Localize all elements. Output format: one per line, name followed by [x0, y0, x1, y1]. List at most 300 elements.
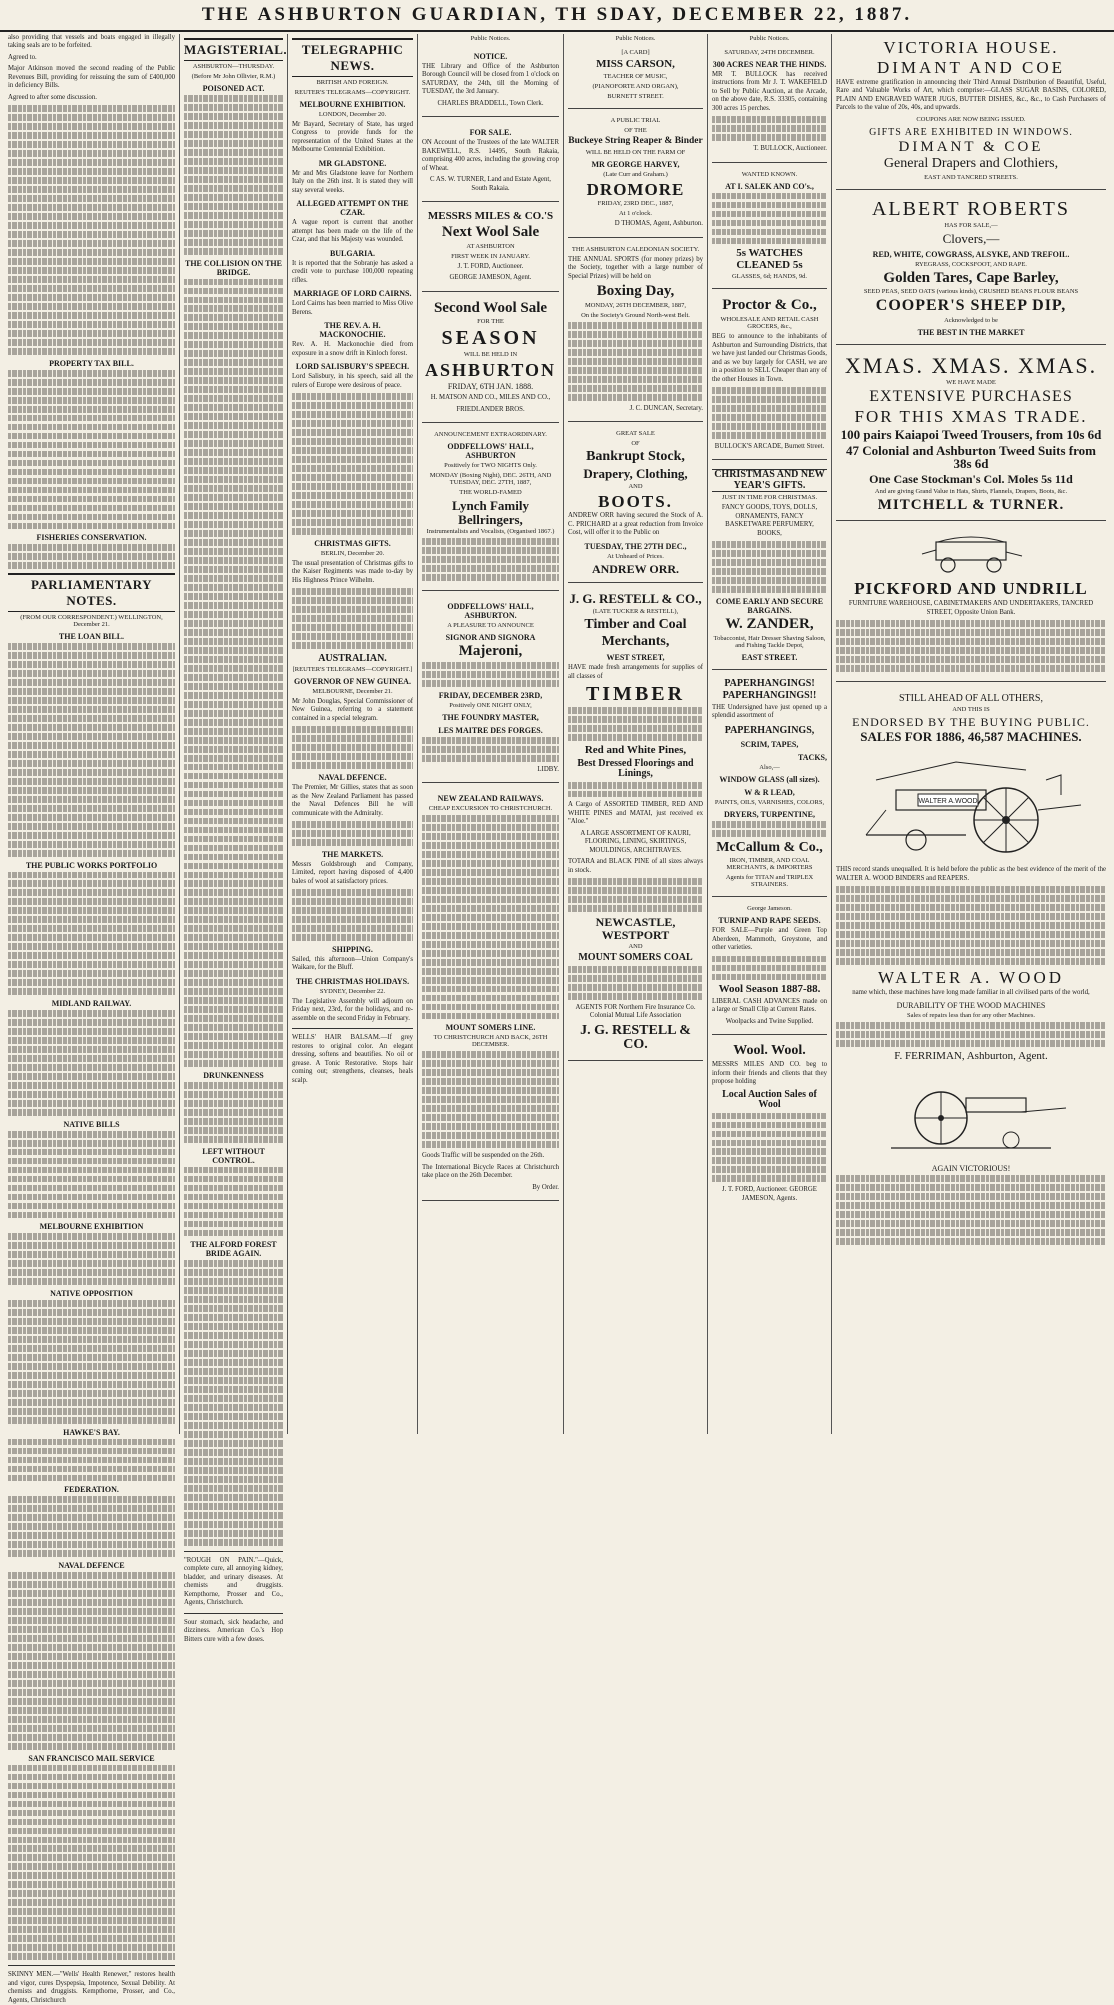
news-text: Lord Cairns has been married to Miss Olive Berens.	[292, 300, 413, 316]
news-heading: MELBOURNE EXHIBITION.	[299, 100, 406, 109]
roberts-title: ALBERT ROBERTS	[871, 198, 1071, 221]
ad-line: SCRIM, TAPES,	[740, 739, 799, 749]
ad-line: THIS record stands unequalled. It is held before the public as the best evidence of the merit of the WALTER A. WOOD BINDERS and REAPERS.	[836, 866, 1106, 882]
ad-line: THE FOUNDRY MASTER,	[442, 712, 539, 722]
ad-line: A LARGE ASSORTMENT OF KAURI, FLOORING, LINING, SKIRTINGS, MOULDINGS, ARCHITRAVES.	[580, 829, 691, 854]
text-block	[422, 662, 559, 687]
ad-line: AND THIS IS	[952, 705, 990, 713]
text-block	[712, 821, 827, 837]
ad-line: WILL BE HELD ON THE FARM OF	[585, 148, 686, 156]
ad-line: MR T. BULLOCK has received instructions from Mr J. T. WAKEFIELD to Sell by Public Auction, at the Arcade, on the above date, R.S. 33305, containing 300 acres 15 perches.	[712, 71, 827, 112]
mitchell-turner-ad	[836, 349, 1106, 521]
intro-paragraph: also providing that vessels and boats engaged in illegally taking seals are to be forfeited.	[8, 34, 175, 50]
news-text: Mr and Mrs Gladstone leave for Northern Italy on the 26th inst. It is stated they will stay several weeks.	[292, 169, 413, 194]
ad-signature: T. BULLOCK, Auctioneer.	[753, 145, 827, 153]
merchants-title: Merchants,	[601, 633, 670, 649]
ad-line: OF	[631, 440, 640, 448]
ad-line: TUESDAY, THE 27TH DEC.,	[584, 541, 687, 551]
ad-line: IRON, TIMBER, AND COAL MERCHANTS, & IMPORTERS	[726, 857, 813, 872]
ad-line: W & R LEAD,	[744, 787, 795, 797]
news-text: Rev. A. H. Mackonochie died from exposure in a snow drift in Kinloch forest.	[292, 341, 413, 357]
ad-line: FOR SALE—Purple and Green Top Aberdeen, Mammoth, Greystone, and other varieties.	[712, 927, 827, 952]
salek-watches-ad	[712, 167, 827, 290]
section-heading: POISONED ACT.	[202, 84, 265, 93]
text-block	[184, 279, 283, 1067]
ad-line: WHOLESALE AND RETAIL CASH GROCERS, &c.,	[720, 316, 819, 331]
majeroni-title: Majeroni,	[458, 643, 523, 660]
ad-line: WEST STREET,	[606, 653, 665, 663]
text-block	[8, 643, 175, 856]
ad-line: Positively for TWO NIGHTS Only.	[444, 462, 537, 470]
text-block	[8, 1439, 175, 1482]
section-heading: MIDLAND RAILWAY.	[51, 999, 132, 1009]
ad-line: (Late Curr and Graham.)	[603, 170, 668, 178]
text-block	[292, 393, 413, 535]
column-5	[564, 34, 708, 1434]
restell-bottom: J. G. RESTELL & CO.	[580, 1022, 691, 1053]
advertisement: SKINNY MEN.—"Wells' Health Renewer," restores health and vigor, cures Dyspepsia, Impotence, Sexual Debility. At chemists and druggists. Kempthorne, Prosser, and Co., Agents, Christchurch	[8, 1971, 175, 2004]
mccallum-title: McCallum & Co.,	[716, 839, 823, 855]
text-block	[8, 1010, 175, 1116]
news-heading: AUSTRALIAN.	[318, 652, 387, 664]
masthead-title: THE ASHBURTON GUARDIAN, TH SDAY, DECEMBER 22, 1887.	[201, 4, 913, 25]
reaper-binder-illustration	[856, 750, 1086, 860]
mccallum-paperhangings-ad	[712, 674, 827, 897]
text-block	[8, 872, 175, 996]
colonial-suits: 47 Colonial and Ashburton Tweed Suits from 38s 6d	[846, 442, 1096, 472]
section-heading: FISHERIES CONSERVATION.	[36, 533, 147, 543]
newspaper-columns	[4, 34, 1110, 2004]
ad-line: (LATE TUCKER & RESTELL),	[592, 608, 679, 616]
news-heading: BULGARIA.	[329, 248, 376, 258]
section-heading: THE PUBLIC WORKS PORTFOLIO	[25, 860, 158, 870]
notice-heading: NOTICE.	[473, 52, 508, 61]
text-block	[292, 821, 413, 846]
ad-signature: J. C. DUNCAN, Secretary.	[629, 404, 703, 412]
gifts-exhibited: GIFTS ARE EXHIBITED IN WINDOWS.	[869, 126, 1073, 138]
news-heading: CHRISTMAS GIFTS.	[314, 538, 391, 548]
ad-line: Tobacconist, Hair Dresser Shaving Saloon, and Fishing Tackle Depot,	[713, 634, 826, 649]
ad-line: Agents for TITAN and TRIPLEX STRAINERS.	[725, 874, 814, 889]
miles-wool-ad	[712, 1039, 827, 1211]
ad-line: TOTARA and BLACK PINE of all sizes always in stock.	[568, 858, 703, 874]
ad-line: COUPONS ARE NOW BEING ISSUED.	[916, 115, 1026, 123]
bankrupt-stock-ad	[568, 426, 703, 583]
ad-line: AND	[628, 943, 643, 951]
news-text: Messrs Goldsbrough and Company, Limited, report having disposed of 4,400 bales of wool at satisfactory prices.	[292, 860, 413, 885]
lynch-bellringers-ad	[422, 427, 559, 591]
ad-line: name which, these machines have long made familiar in all civilised parts of the world,	[852, 988, 1090, 996]
ad-line: BULLOCK'S ARCADE, Burnett Street.	[714, 442, 825, 450]
for-sale-text: ON Account of the Trustees of the late WALTER BAKEWELL, R.S. 14495, South Rakaia, comprising 400 acres, including the growing crop of Wheat.	[422, 139, 559, 172]
second-wool-title: Second Wool Sale	[433, 299, 548, 316]
mount-somers-coal: MOUNT SOMERS COAL	[578, 952, 693, 964]
drapers-title: General Drapers and Clothiers,	[883, 156, 1059, 172]
carson-name: MISS CARSON,	[596, 58, 675, 70]
majeroni-ad	[422, 595, 559, 783]
ad-line: PAINTS, OILS, VARNISHES, COLORS,	[714, 798, 825, 806]
ad-line: GREAT SALE	[616, 430, 655, 438]
ad-line: WANTED KNOWN.	[741, 170, 798, 178]
wool-sale-signature: GEORGE JAMESON, Agent.	[449, 274, 532, 282]
endorsed-title: ENDORSED BY THE BUYING PUBLIC.	[852, 714, 1090, 729]
ad-line: BURNETT STREET.	[607, 92, 664, 100]
advertisement: WELLS' HAIR BALSAM.—If grey restores to original color. An elegant dressing, softens and beautifies. No oil or grease. A Tonic Restorative. Stops hair coming out; strengthens, cleanses, heals scalp.	[292, 1034, 413, 1084]
ad-line: (PIANOFORTE AND ORGAN),	[592, 82, 679, 90]
ad-line: MONDAY, 26TH DECEMBER, 1887,	[584, 302, 687, 310]
wool-sale-title: Next Wool Sale	[441, 223, 540, 240]
ad-line: RED, WHITE, COWGRASS, ALSYKE, AND TREFOIL.	[872, 249, 1070, 259]
ad-line: SATURDAY, 24TH DECEMBER.	[724, 49, 815, 56]
copyright-line: REUTER'S TELEGRAMS—COPYRIGHT.	[294, 89, 411, 96]
news-text: Lord Salisbury, in his speech, said all the rulers of Europe were desirous of peace.	[292, 373, 413, 389]
ad-line: A PUBLIC TRIAL	[610, 116, 661, 124]
watches-cleaned: 5s WATCHES CLEANED 5s	[736, 247, 803, 271]
ad-line: THE WORLD-FAMED	[459, 489, 522, 497]
ad-line: DURABILITY OF THE WOOD MACHINES	[896, 1000, 1046, 1010]
text-block	[568, 878, 703, 912]
text-block	[836, 886, 1106, 965]
second-wool-sale-ad	[422, 296, 559, 424]
ferriman-agent: F. FERRIMAN, Ashburton, Agent.	[894, 1049, 1048, 1062]
zander-gifts-ad	[712, 464, 827, 669]
section-heading: NAVAL DEFENCE	[58, 1561, 125, 1571]
text-block	[8, 1300, 175, 1424]
victoria-house-title: VICTORIA HOUSE.	[883, 38, 1059, 57]
ad-line: And are giving Grand Value in Hats, Shirts, Flannels, Drapers, Boots, &c.	[874, 487, 1068, 495]
text-block	[184, 1082, 283, 1143]
text-block	[8, 1765, 175, 1960]
wool-sale-company: MESSRS MILES & CO.'S	[427, 210, 554, 223]
ad-line: LIBERAL CASH ADVANCES made on a large or Small Clip at Current Rates.	[712, 997, 827, 1014]
text-block	[712, 541, 827, 593]
intro-paragraph: Agreed to after some discussion.	[8, 93, 97, 101]
ashburton-title: ASHBURTON	[424, 360, 557, 381]
section-heading: HAWKE'S BAY.	[63, 1427, 120, 1437]
xmas-gifts-title: CHRISTMAS AND NEW YEAR'S GIFTS.	[712, 469, 827, 492]
restell-title: J. G. RESTELL & CO.,	[569, 591, 702, 607]
tares-title: Golden Tares, Cape Barley,	[883, 269, 1059, 286]
for-sale-heading: FOR SALE.	[469, 128, 512, 138]
ad-line: Instrumentalists and Vocalists, (Organised 1867.)	[426, 528, 555, 536]
pickford-title: PICKFORD AND UNDRILL	[854, 579, 1088, 599]
restell-timber-ad	[568, 587, 703, 1060]
text-block	[712, 116, 827, 141]
bullock-auction-ad	[712, 45, 827, 163]
red-white-pines: Red and White Pines,	[584, 744, 687, 757]
advertisement: "ROUGH ON PAIN."—Quick, complete cure, all annoying kidney, bladder, and urinary diseases. At chemists and druggists. Kempthorne, Prosser and Co., Agents, Christchurch.	[184, 1556, 283, 1607]
telegraphic-title: TELEGRAPHIC NEWS.	[292, 38, 413, 77]
wool-season-title: Wool Season 1887-88.	[718, 983, 821, 996]
ad-line: FRIEDLANDER BROS.	[456, 405, 525, 413]
ad-signature: LIDBY.	[537, 765, 559, 773]
ad-line: [A CARD]	[621, 49, 650, 56]
xmas-trade: FOR THIS XMAS TRADE.	[854, 407, 1088, 427]
proctor-title: Proctor & Co.,	[722, 297, 817, 314]
text-block	[292, 889, 413, 941]
news-heading: GOVERNOR OF NEW GUINEA.	[294, 676, 411, 686]
ad-line: FANCY GOODS, TOYS, DOLLS, ORNAMENTS, FANCY BASKETWARE PERFUMERY, BOOKS,	[721, 504, 818, 537]
boots-title: BOOTS.	[598, 491, 673, 511]
text-block	[712, 956, 827, 981]
news-dateline: MELBOURNE, December 21.	[312, 687, 393, 695]
again-victorious: AGAIN VICTORIOUS!	[931, 1164, 1011, 1174]
news-heading: ALLEGED ATTEMPT ON THE CZAR.	[296, 199, 409, 218]
ad-line: A Cargo of ASSORTED TIMBER, RED AND WHITE PINES and MATAI, just received ex "Aloe."	[568, 801, 703, 826]
ad-line: George Jameson.	[747, 905, 792, 913]
ad-line: MESSRS MILES AND CO. beg to inform their friends and clients that they propose holding	[712, 1061, 827, 1086]
albert-roberts-ad	[836, 194, 1106, 345]
sales-title: SALES FOR 1886, 46,587 MACHINES.	[860, 729, 1082, 745]
railways-ad	[422, 787, 559, 1201]
mitchell-turner-title: MITCHELL & TURNER.	[877, 496, 1065, 513]
xmas-title: XMAS. XMAS. XMAS.	[844, 353, 1098, 379]
kaiapoi-trousers: 100 pairs Kaiapoi Tweed Trousers, from 10s 6d	[840, 426, 1102, 442]
text-block	[292, 726, 413, 769]
local-auction-title: Local Auction Sales of Wool	[722, 1088, 817, 1111]
text-block	[8, 370, 175, 530]
zander-title: W. ZANDER,	[725, 616, 814, 632]
column-3	[288, 34, 418, 1434]
text-block	[8, 1131, 175, 1219]
dressed-floorings: Best Dressed Floorings and Linings,	[577, 757, 694, 780]
section-heading: THE ALFORD FOREST BRIDE AGAIN.	[190, 1240, 277, 1259]
text-block	[8, 1233, 175, 1285]
news-heading: MARRIAGE OF LORD CAIRNS.	[293, 289, 412, 299]
ad-line: PAPERHANGINGS,	[724, 724, 815, 736]
news-dateline: BERLIN, December 20.	[320, 549, 385, 557]
ad-line: Positively ONE NIGHT ONLY,	[449, 701, 532, 709]
boxing-day-title: Boxing Day,	[596, 283, 675, 300]
section-heading: MELBOURNE EXHIBITION	[39, 1222, 144, 1232]
text-block	[292, 588, 413, 649]
news-dateline: LONDON, December 20.	[318, 111, 387, 118]
buckeye-trial-ad	[568, 113, 703, 238]
text-block	[422, 737, 559, 762]
news-text: Sailed, this afternoon—Union Company's Waikare, for the Bluff.	[292, 955, 413, 972]
ad-line: Acknowledged to be	[944, 317, 998, 325]
text-block	[712, 1113, 827, 1183]
machine-label: WALTER A.WOOD	[918, 798, 978, 806]
newcastle-title: NEWCASTLE, WESTPORT	[595, 915, 676, 942]
season-title: SEASON	[441, 327, 540, 350]
intro-paragraph: Agreed to.	[8, 53, 37, 61]
text-block	[568, 782, 703, 798]
magisterial-dateline: ASHBURTON—THURSDAY.	[192, 63, 275, 70]
ad-line: MONDAY (Boxing Night), DEC. 26TH, AND TUESDAY, DEC. 27TH, 1887,	[429, 472, 552, 487]
advertisement: Sour stomach, sick headache, and dizziness. American Co.'s Hop Bitters cure with a few doses.	[184, 1618, 283, 1643]
walter-wood-title: WALTER A. WOOD	[877, 967, 1065, 987]
text-block	[836, 620, 1106, 672]
text-block	[568, 966, 703, 1000]
text-block	[422, 815, 559, 1019]
jameson-seeds-ad	[712, 901, 827, 1035]
timber-title: Timber and Coal	[584, 617, 687, 633]
orr-signature: ANDREW ORR.	[591, 561, 680, 576]
carson-card-ad	[568, 45, 703, 109]
ad-line: OF THE	[624, 126, 647, 134]
text-block	[836, 1022, 1106, 1047]
ad-line: FRIDAY, DECEMBER 23RD,	[438, 690, 543, 700]
text-block	[184, 1167, 283, 1237]
ad-line: The International Bicycle Races at Christchurch take place on the 26th December.	[422, 1163, 559, 1180]
text-block	[712, 387, 827, 439]
news-text: The usual presentation of Christmas gifts to the Kaiser Regiments was made to-day by His Highness Prince Wilhelm.	[292, 559, 413, 584]
copyright-line: [REUTER'S TELEGRAMS—COPYRIGHT.]	[292, 665, 413, 673]
section-heading: NATIVE OPPOSITION	[50, 1289, 133, 1299]
section-heading: THE COLLISION ON THE BRIDGE.	[185, 258, 282, 277]
column-2	[180, 34, 288, 1643]
mower-illustration	[871, 1068, 1071, 1158]
ad-line: At Unheard of Prices.	[607, 552, 664, 560]
clovers-title: Clovers,—	[942, 231, 1000, 247]
ad-line: Sales of repairs less than for any other Machines.	[907, 1011, 1035, 1019]
text-block	[8, 1572, 175, 1750]
ad-line: RYEGRASS, COCKSFOOT, AND RAPE.	[915, 260, 1027, 268]
extensive-purchases: EXTENSIVE PURCHASES	[869, 388, 1073, 406]
ad-line: CHEAP EXCURSION TO CHRISTCHURCH.	[428, 804, 553, 812]
dimant-coe-title: DIMANT AND COE	[876, 57, 1066, 77]
news-heading: SHIPPING.	[332, 944, 373, 954]
wool-sale-ad	[422, 206, 559, 291]
news-text: The Premier, Mr Gillies, states that as soon as the New Zealand Parliament has passed the Naval Defences Bill he will communicate with the Admiralty.	[292, 784, 413, 817]
ad-signature: By Order.	[532, 1183, 559, 1191]
ad-line: 300 ACRES NEAR THE HINDS.	[712, 60, 827, 69]
ad-line: ODDFELLOWS' HALL, ASHBURTON	[447, 442, 534, 461]
walter-wood-ad	[836, 686, 1106, 1254]
dimant-coe-ad	[836, 34, 1106, 190]
parliamentary-title: PARLIAMENTARY NOTES.	[8, 573, 175, 612]
text-block	[8, 105, 175, 354]
ad-line: ANNOUNCEMENT EXTRAORDINARY.	[434, 431, 547, 439]
telegraphic-sub: BRITISH AND FOREIGN.	[316, 79, 389, 86]
notice-library	[422, 45, 559, 117]
ad-line: ANDREW ORR having secured the Stock of A. C. PRICHARD at a great reduction from Invoice Cost, will offer it to the Public on	[568, 512, 703, 537]
ad-line: AND	[628, 482, 643, 490]
section-heading: DRUNKENNESS	[203, 1070, 264, 1080]
wool-sale-signature: J. T. FORD, Auctioneer.	[457, 262, 524, 270]
ad-line: SEED PEAS, SEED OATS (various kinds), CRUSHED BEANS FLOUR BEANS	[863, 288, 1079, 296]
magisterial-title: MAGISTERIAL.	[184, 38, 283, 61]
ad-signature: D THOMAS, Agent, Ashburton.	[614, 220, 703, 228]
lynch-title: Lynch Family Bellringers,	[452, 498, 529, 527]
ad-line: WE HAVE MADE	[946, 379, 996, 387]
stockman-moles: One Case Stockman's Col. Moles 5s 11d	[869, 471, 1073, 486]
paperhangings-title: PAPERHANGINGS!	[724, 677, 815, 689]
ad-line: FRIDAY, 23RD DEC., 1887,	[597, 200, 674, 208]
ad-line: THE ANNUAL SPORTS (for money prizes) by the Society, together with a large number of Special Prizes) will be held on	[568, 255, 703, 280]
masthead	[0, 0, 1114, 32]
section-heading: PROPERTY TAX BILL.	[49, 358, 134, 368]
ad-line: COME EARLY AND SECURE BARGAINS.	[715, 597, 824, 615]
news-heading: THE MARKETS.	[321, 849, 384, 859]
ad-line: FURNITURE WAREHOUSE, CABINETMAKERS AND UNDERTAKERS, TANCRED STREET, Opposite Union Bank.	[848, 600, 1094, 616]
bankrupt-title: Bankrupt Stock,	[586, 449, 685, 465]
ad-line: MOUNT SOMERS LINE.	[445, 1023, 536, 1033]
news-text: Mr Bayard, Secretary of State, has urged Congress to provide funds for the representation of the United States at the Melbourne Centennial Exhibition.	[292, 121, 413, 154]
text-block	[422, 1051, 559, 1148]
wool-sale-location: AT ASHBURTON	[466, 242, 515, 250]
text-block	[8, 1496, 175, 1557]
ad-line: Also,—	[759, 763, 780, 771]
ad-line: HAVE made fresh arrangements for supplies of all classes of	[568, 664, 703, 680]
news-heading: MR GLADSTONE.	[318, 158, 387, 168]
sale-date: FRIDAY, 6TH JAN. 1888.	[447, 382, 534, 392]
text-block	[8, 544, 175, 569]
section-heading: LEFT WITHOUT CONTROL.	[202, 1146, 265, 1165]
ad-line: GLASSES, 6d; HANDS, 9d.	[731, 273, 808, 281]
ad-line: SIGNOR AND SIGNORA	[445, 633, 536, 643]
ad-line: TURNIP AND RAPE SEEDS.	[718, 916, 821, 926]
parliamentary-byline: (FROM OUR CORRESPONDENT.) WELLINGTON, December 21.	[20, 614, 163, 629]
wool-title: Wool. Wool.	[733, 1043, 806, 1059]
ad-line: TO CHRISTCHURCH AND BACK, 26TH DECEMBER.	[433, 1034, 548, 1049]
news-heading: NAVAL DEFENCE.	[318, 773, 387, 783]
section-heading: NATIVE BILLS	[63, 1119, 120, 1129]
ad-line: THE ASHBURTON CALEDONIAN SOCIETY.	[571, 245, 700, 253]
ad-line: AT I. SALEK AND CO's.,	[725, 181, 814, 191]
dimant-coe-title: DIMANT & COE	[898, 138, 1044, 155]
ad-line: EAST AND TANCRED STREETS.	[924, 174, 1018, 182]
news-dateline: SYDNEY, December 22.	[319, 987, 386, 995]
ad-line: THE BEST IN THE MARKET	[917, 328, 1025, 338]
dromore-title: DROMORE	[586, 179, 685, 199]
public-notices-header: Public Notices.	[470, 35, 511, 42]
intro-paragraph: Major Atkinson moved the second reading of the Public Revenues Bill, providing for reissuing the sum of £400,000 in deficiency Bills.	[8, 65, 175, 90]
news-text: The Legislative Assembly will adjourn on Friday next, 23rd, for the holidays, and re-assemble on the second Friday in February.	[292, 997, 413, 1022]
ad-line: Woolpacks and Twine Supplied.	[725, 1017, 814, 1025]
ad-line: MR GEORGE HARVEY,	[591, 159, 680, 169]
ad-line: EAST STREET.	[741, 652, 798, 662]
column-7	[832, 34, 1110, 1434]
ad-line: THE Undersigned have just opened up a splendid assortment of	[712, 703, 827, 720]
ad-line: BEG to announce to the inhabitants of Ashburton and Surrounding Districts, that we have just landed our Christmas Goods, and as we buy largely for CASH, we are in a position to SELL Cheaper than any of the other Houses in Town.	[712, 333, 827, 383]
ad-line: ODDFELLOWS' HALL, ASHBURTON.	[447, 602, 534, 621]
pickford-undrill-ad	[836, 525, 1106, 682]
ad-line: At 1 o'clock.	[618, 210, 653, 218]
text-block	[184, 1260, 283, 1545]
drapery-title: Drapery, Clothing,	[583, 465, 688, 481]
news-heading: THE REV. A. H. MACKONOCHIE.	[319, 321, 386, 340]
ad-line: HAVE extreme gratification in announcing their Third Annual Distribution of Beautiful, Useful, Rare and Valuable Works of Art, which comprise:—GLASS SUGAR BASINS, COLORED, PLAIN AND ENGRAVED WATER JUGS, BUTTER DISHES, &c., &c., to Cash Purchasers of Parcels to the value of 20s, 40s, and upwards.	[836, 78, 1106, 112]
paperhangings-title: PAPERHANGINGS!!	[722, 690, 817, 702]
ad-line: Goods Traffic will be suspended on the 26th.	[422, 1152, 545, 1160]
buckeye-title: Buckeye String Reaper & Binder	[568, 135, 703, 146]
news-heading: THE CHRISTMAS HOLIDAYS.	[295, 976, 410, 986]
ad-line: LES MAITRE DES FORGES.	[438, 725, 543, 735]
ad-line: WINDOW GLASS (all sizes).	[719, 774, 820, 784]
ad-line: HAS FOR SALE,—	[944, 222, 998, 230]
magisterial-bench: (Before Mr John Ollivier, R.M.)	[191, 73, 276, 80]
caledonian-sports-ad	[568, 242, 703, 422]
section-heading: FEDERATION.	[64, 1485, 119, 1495]
notice-signature: CHARLES BRADDELL, Town Clerk.	[437, 99, 544, 107]
text-block	[422, 538, 559, 581]
text-block	[184, 95, 283, 255]
for-sale-signature: C AS. W. TURNER, Land and Estate Agent, South Rakaia.	[430, 176, 551, 192]
news-text: It is reported that the Sobranje has asked a credit vote to purchase 100,000 repeating rifles.	[292, 259, 413, 284]
text-block	[568, 322, 703, 401]
ad-line: TEACHER OF MUSIC,	[603, 72, 668, 80]
hearse-illustration	[916, 534, 1026, 574]
cooper-sheep-dip-title: COOPER'S SHEEP DIP,	[875, 297, 1067, 315]
ad-line: TACKS,	[798, 752, 827, 762]
ad-signature: J. T. FORD, Auctioneer. GEORGE JAMESON, Agents.	[722, 1186, 817, 1202]
section-heading: SAN FRANCISCO MAIL SERVICE	[28, 1753, 155, 1763]
column-6	[708, 34, 832, 1434]
ad-line: STILL AHEAD OF ALL OTHERS,	[899, 692, 1043, 704]
notice-text: THE Library and Office of the Ashburton Borough Council will be closed from 1 o'clock on SATURDAY, the 24th, till the Morning of TUESDAY, the 3rd January.	[422, 63, 559, 96]
